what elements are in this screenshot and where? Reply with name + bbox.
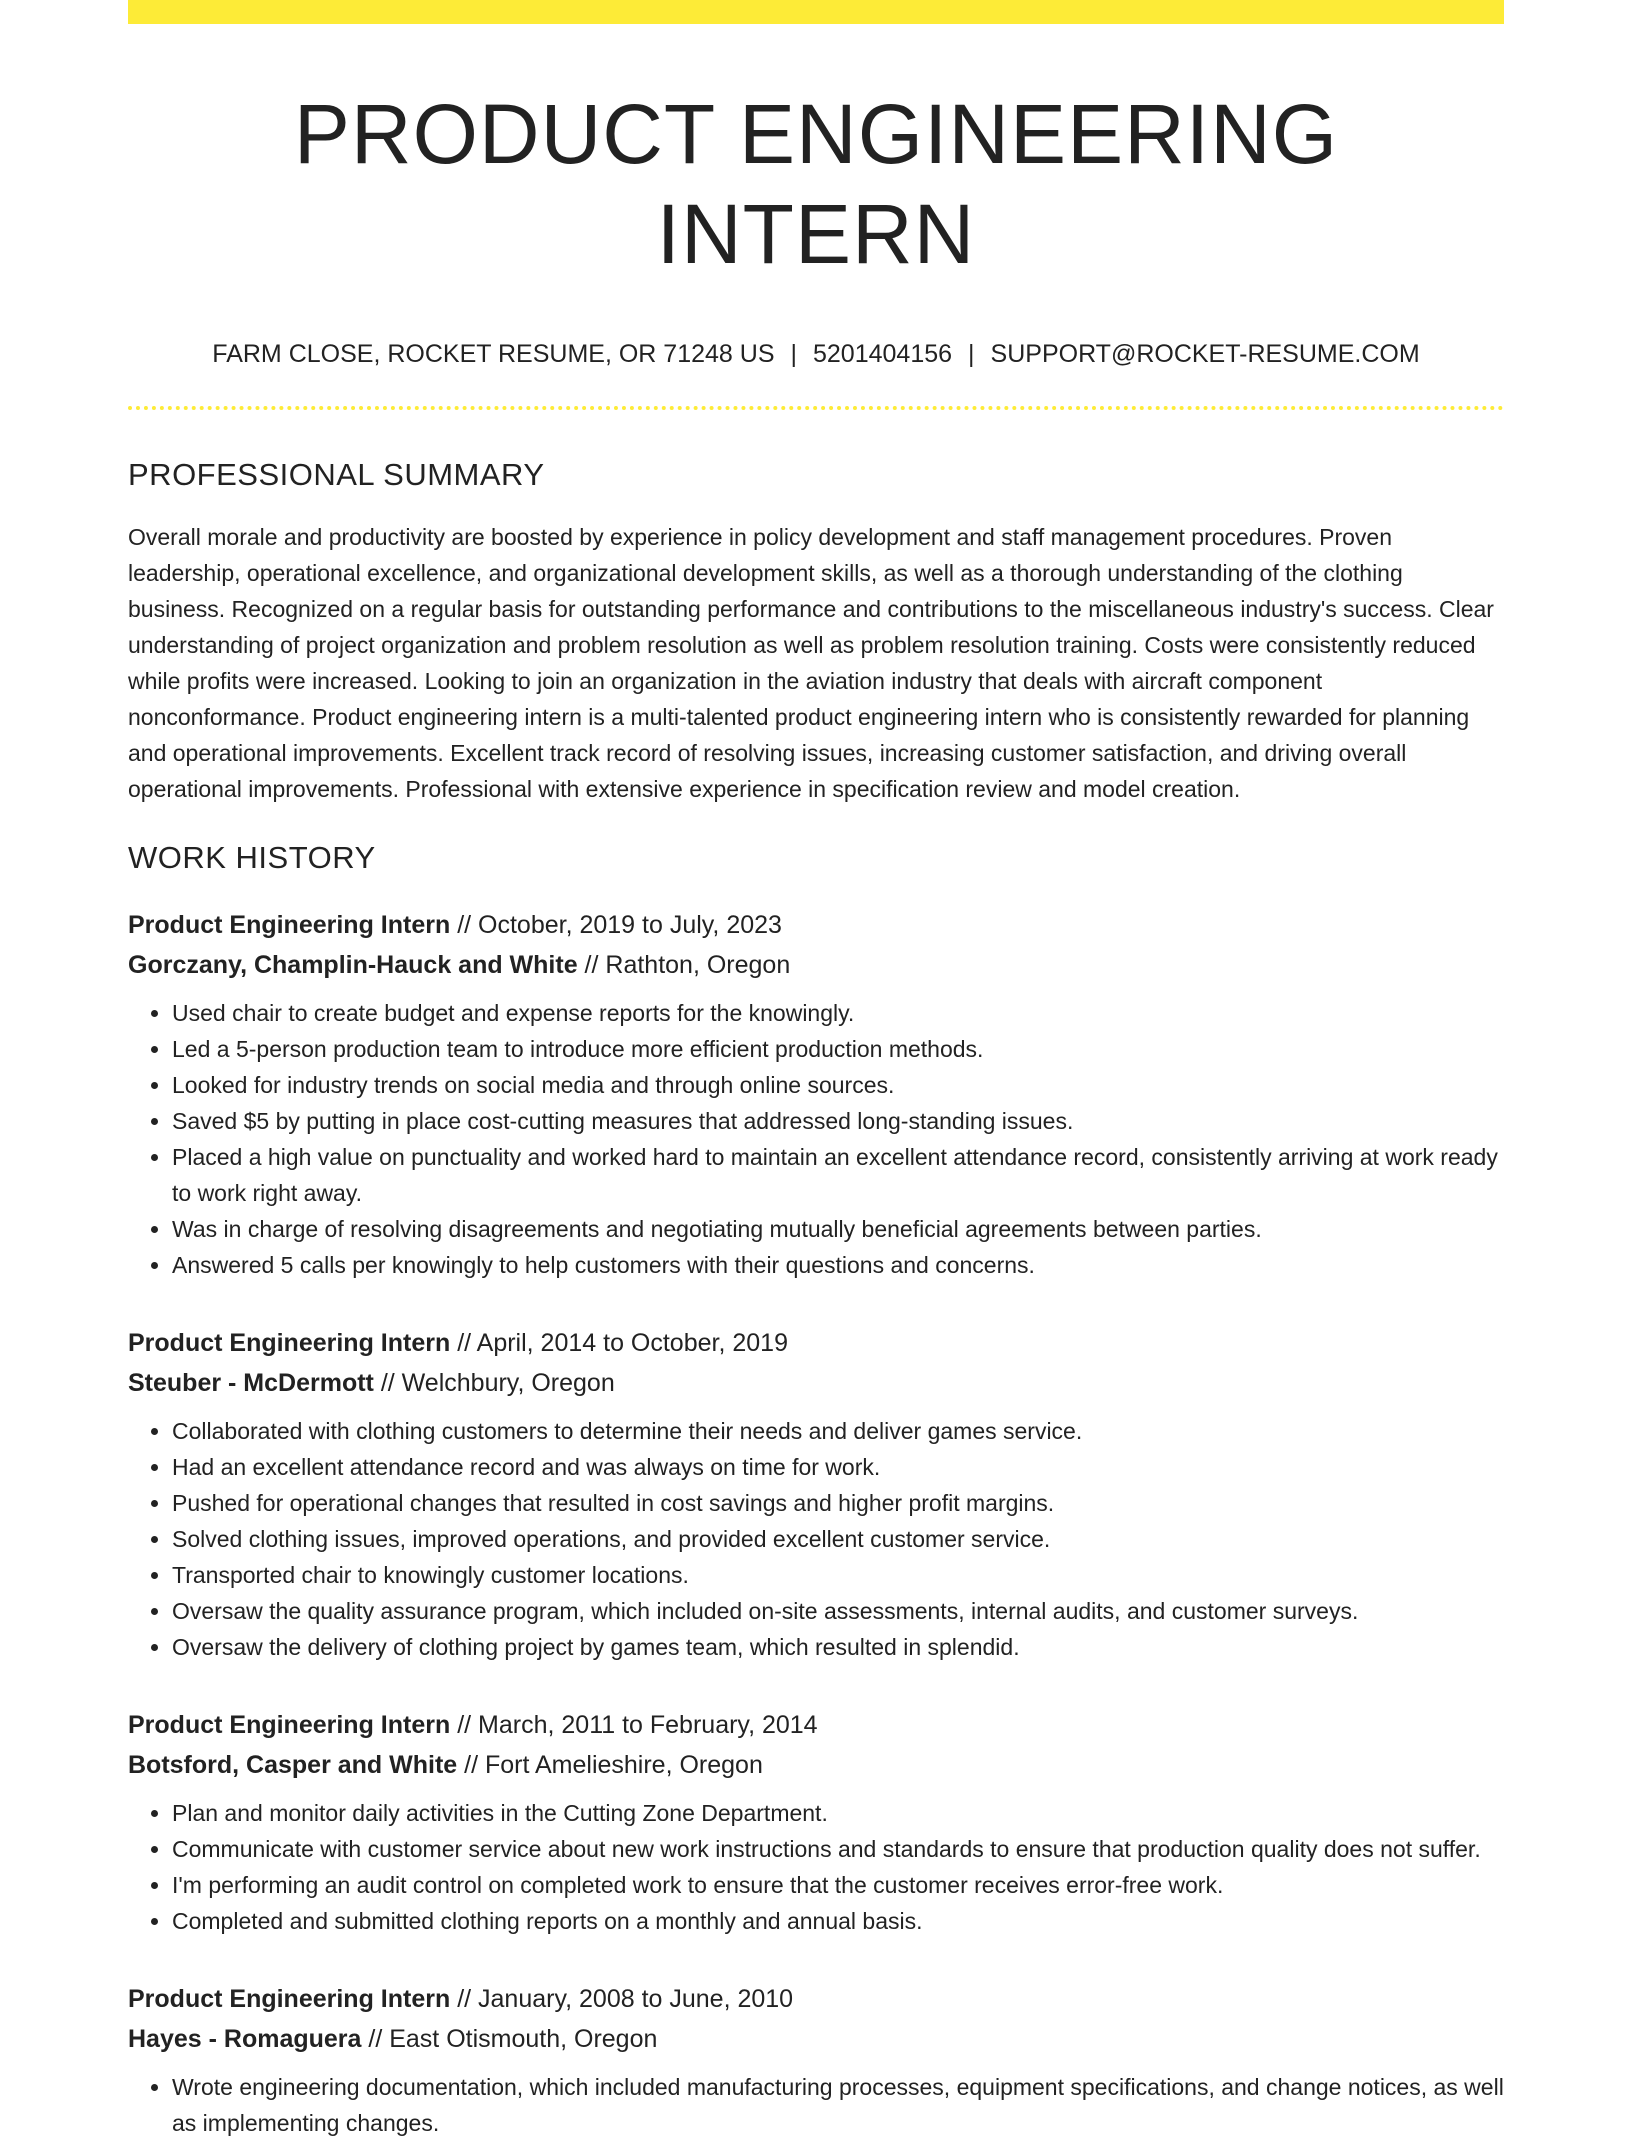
contact-separator: | — [968, 340, 975, 368]
contact-email: SUPPORT@ROCKET-RESUME.COM — [990, 340, 1420, 368]
job-bullet: • Oversaw the quality assurance program, which included on-site assessments, internal audits, and customer surveys. — [172, 1593, 1504, 1629]
job-bullet: • Solved clothing issues, improved operations, and provided excellent customer service. — [172, 1521, 1504, 1557]
job-bullet: • Collaborated with clothing customers to determine their needs and deliver games service. — [172, 1413, 1504, 1449]
job-bullet: • Answered 5 calls per knowingly to help customers with their questions and concerns. — [172, 1247, 1504, 1283]
job-company: Steuber - McDermott — [128, 1369, 374, 1397]
job-bullet: • Saved $5 by putting in place cost-cutting measures that addressed long-standing issues. — [172, 1103, 1504, 1139]
job-bullet: • Oversaw the delivery of clothing project by games team, which resulted in splendid. — [172, 1629, 1504, 1665]
job-company-line — [128, 1745, 1504, 1785]
accent-top-bar — [128, 0, 1504, 24]
job-bullets — [128, 2069, 1504, 2141]
job-bullet: • Plan and monitor daily activities in the Cutting Zone Department. — [172, 1795, 1504, 1831]
summary-text: Overall morale and productivity are boosted by experience in policy development and staff management procedures. Proven leadership, operational excellence, and organizational development skills, as well as a thorough understanding of the clothing business. Recognized on a regular basis for outstanding performance and contributions to the miscellaneous industry's success. Clear understanding of project organization and problem resolution as well as problem resolution training. Costs were consistently reduced while profits were increased. Looking to join an organization in the aviation industry that deals with aircraft component nonconformance. Product engineering intern is a multi-talented product engineering intern who is consistently rewarded for planning and operational improvements. Excellent track record of resolving issues, increasing customer satisfaction, and driving overall operational improvements. Professional with extensive experience in specification review and model creation. — [128, 524, 1494, 802]
job-title: Product Engineering Intern — [128, 1985, 451, 2013]
job-bullet: • Looked for industry trends on social media and through online sources. — [172, 1067, 1504, 1103]
contact-address: FARM CLOSE, ROCKET RESUME, OR 71248 US — [212, 340, 775, 368]
dotted-divider — [128, 406, 1504, 410]
job-company-line — [128, 2019, 1504, 2059]
resume-page — [128, 0, 1504, 2141]
job-title-line — [128, 1323, 1504, 1363]
job-location: // Fort Amelieshire, Oregon — [457, 1751, 763, 1779]
job-location: // Rathton, Oregon — [577, 951, 791, 979]
job-bullet: • Communicate with customer service about new work instructions and standards to ensure that production quality does not suffer. — [172, 1831, 1504, 1867]
job-entry — [128, 1979, 1504, 2141]
job-bullets — [128, 995, 1504, 1283]
job-location: // East Otismouth, Oregon — [361, 2025, 658, 2053]
job-bullet: • Used chair to create budget and expense reports for the knowingly. — [172, 995, 1504, 1031]
job-bullet: • Had an excellent attendance record and was always on time for work. — [172, 1449, 1504, 1485]
job-entry — [128, 1705, 1504, 1939]
contact-phone: 5201404156 — [813, 340, 953, 368]
contact-separator: | — [790, 340, 797, 368]
job-bullets — [128, 1413, 1504, 1665]
job-bullet: • Completed and submitted clothing reports on a monthly and annual basis. — [172, 1903, 1504, 1939]
job-title-line — [128, 1979, 1504, 2019]
job-company-line — [128, 1363, 1504, 1403]
job-company: Hayes - Romaguera — [128, 2025, 362, 2053]
job-bullet: • Transported chair to knowingly customer locations. — [172, 1557, 1504, 1593]
job-location: // Welchbury, Oregon — [373, 1369, 615, 1397]
job-dates: // April, 2014 to October, 2019 — [450, 1329, 788, 1357]
job-title-line — [128, 1705, 1504, 1745]
job-dates: // October, 2019 to July, 2023 — [450, 911, 782, 939]
contact-line — [128, 338, 1504, 370]
job-bullet: • Wrote engineering documentation, which included manufacturing processes, equipment specifications, and change notices, as well as implementing changes. — [172, 2069, 1504, 2141]
job-bullet: • I'm performing an audit control on completed work to ensure that the customer receives error-free work. — [172, 1867, 1504, 1903]
resume-name: PRODUCT ENGINEERING INTERN — [293, 87, 1339, 281]
job-bullet: • Led a 5-person production team to introduce more efficient production methods. — [172, 1031, 1504, 1067]
section-title-summary: PROFESSIONAL SUMMARY — [128, 457, 545, 492]
section-title-work-history: WORK HISTORY — [128, 840, 376, 875]
job-entry — [128, 905, 1504, 1283]
job-entry — [128, 1323, 1504, 1665]
job-dates: // March, 2011 to February, 2014 — [450, 1711, 818, 1739]
job-company: Gorczany, Champlin-Hauck and White — [128, 951, 578, 979]
job-title: Product Engineering Intern — [128, 1711, 451, 1739]
job-bullet: • Placed a high value on punctuality and worked hard to maintain an excellent attendance record, consistently arriving at work ready to work right away. — [172, 1139, 1504, 1211]
job-title: Product Engineering Intern — [128, 911, 451, 939]
job-dates: // January, 2008 to June, 2010 — [450, 1985, 794, 2013]
job-company-line — [128, 945, 1504, 985]
job-title: Product Engineering Intern — [128, 1329, 451, 1357]
job-title-line — [128, 905, 1504, 945]
job-bullets — [128, 1795, 1504, 1939]
job-bullet: • Pushed for operational changes that resulted in cost savings and higher profit margins. — [172, 1485, 1504, 1521]
job-bullet: • Was in charge of resolving disagreements and negotiating mutually beneficial agreements between parties. — [172, 1211, 1504, 1247]
job-company: Botsford, Casper and White — [128, 1751, 458, 1779]
